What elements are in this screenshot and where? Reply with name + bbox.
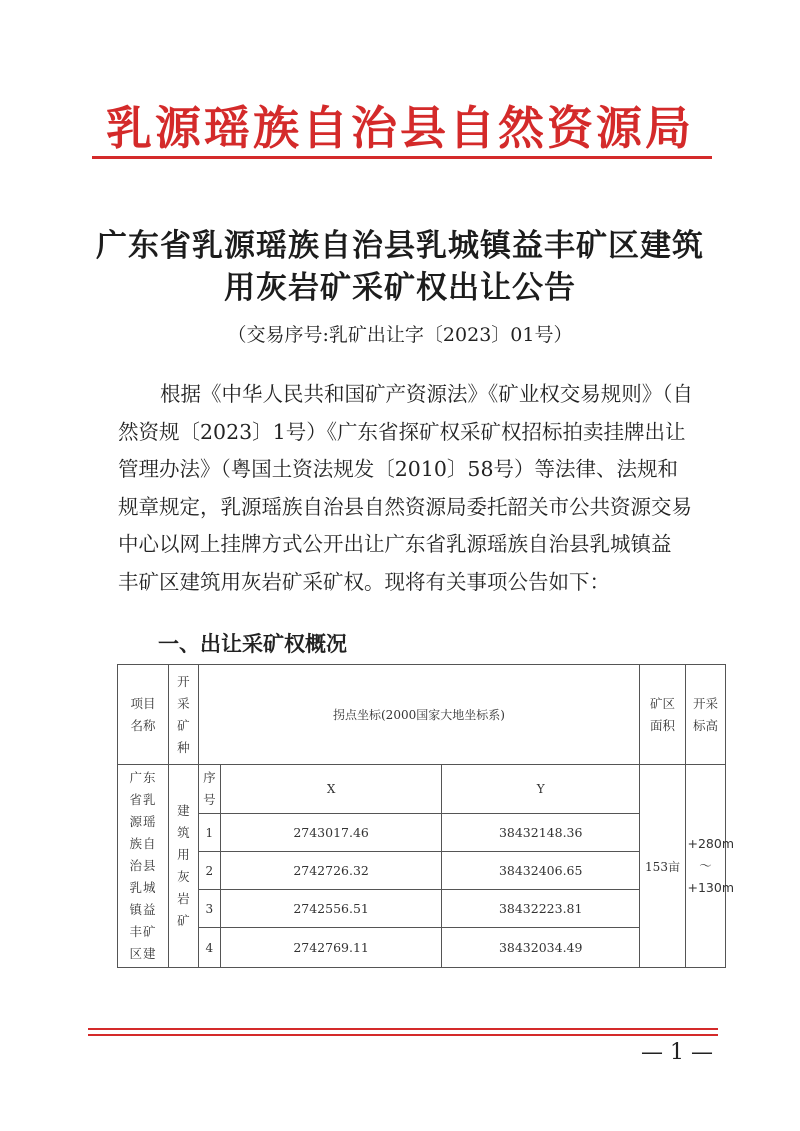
cell-y: 38432406.65 xyxy=(442,852,640,890)
mining-right-table xyxy=(117,664,734,968)
paragraph-line: 规章规定，乳源瑶族自治县自然资源局委托韶关市公共资源交易 xyxy=(118,494,692,519)
table-row xyxy=(118,890,726,928)
page-number: — 1 — xyxy=(641,1040,713,1065)
subheader-y: Y xyxy=(442,765,640,814)
cell-area: 153亩 xyxy=(640,765,686,968)
paragraph-line: 根据《中华人民共和国矿产资源法》《矿业权交易规则》（自 xyxy=(160,382,693,406)
transaction-serial: （交易序号:乳矿出让字〔2023〕01号） xyxy=(227,324,573,346)
subheader-seq: 序号 xyxy=(198,765,220,814)
letterhead-divider xyxy=(92,156,712,159)
cell-seq: 1 xyxy=(198,814,220,852)
paragraph-line: 丰矿区建筑用灰岩矿采矿权。现将有关事项公告如下： xyxy=(118,569,610,594)
cell-mineral-type: 建筑用灰岩矿 xyxy=(168,765,198,968)
table-row xyxy=(118,852,726,890)
header-elevation: 开采标高 xyxy=(685,665,725,765)
cell-seq: 3 xyxy=(198,890,220,928)
paragraph-line: 然资规〔2023〕1号）《广东省探矿权采矿权招标拍卖挂牌出让 xyxy=(118,419,686,444)
cell-x: 2743017.46 xyxy=(220,814,442,852)
cell-y: 38432148.36 xyxy=(442,814,640,852)
cell-x: 2742769.11 xyxy=(220,928,442,968)
section-heading-overview: 一、出让采矿权概况 xyxy=(158,632,347,656)
cell-y: 38432034.49 xyxy=(442,928,640,968)
footer-divider-bottom xyxy=(88,1034,718,1036)
cell-seq: 4 xyxy=(198,928,220,968)
notice-title-line-1: 广东省乳源瑶族自治县乳城镇益丰矿区建筑 xyxy=(96,228,704,264)
header-project-name: 项目名称 xyxy=(118,665,169,765)
cell-x: 2742726.32 xyxy=(220,852,442,890)
header-mineral-type: 开采矿种 xyxy=(168,665,198,765)
agency-letterhead: 乳源瑶族自治县自然资源局 xyxy=(106,101,694,155)
intro-paragraph xyxy=(118,376,726,601)
table-row xyxy=(118,928,726,968)
footer-divider-top xyxy=(88,1028,718,1030)
header-area: 矿区面积 xyxy=(640,665,686,765)
header-coordinates: 拐点坐标(2000国家大地坐标系) xyxy=(198,665,639,765)
paragraph-line: 中心以网上挂牌方式公开出让广东省乳源瑶族自治县乳城镇益 xyxy=(118,532,672,556)
cell-x: 2742556.51 xyxy=(220,890,442,928)
subheader-x: X xyxy=(220,765,442,814)
notice-title-line-2: 用灰岩矿采矿权出让公告 xyxy=(224,270,576,306)
cell-project-name: 广东省乳源瑶族自治县乳城镇益丰矿区建 xyxy=(118,765,169,968)
table-row xyxy=(118,814,726,852)
cell-seq: 2 xyxy=(198,852,220,890)
cell-elevation: +280m～+130m xyxy=(685,765,725,968)
paragraph-line: 管理办法》（粤国土资法规发〔2010〕58号）等法律、法规和 xyxy=(118,457,679,481)
cell-y: 38432223.81 xyxy=(442,890,640,928)
